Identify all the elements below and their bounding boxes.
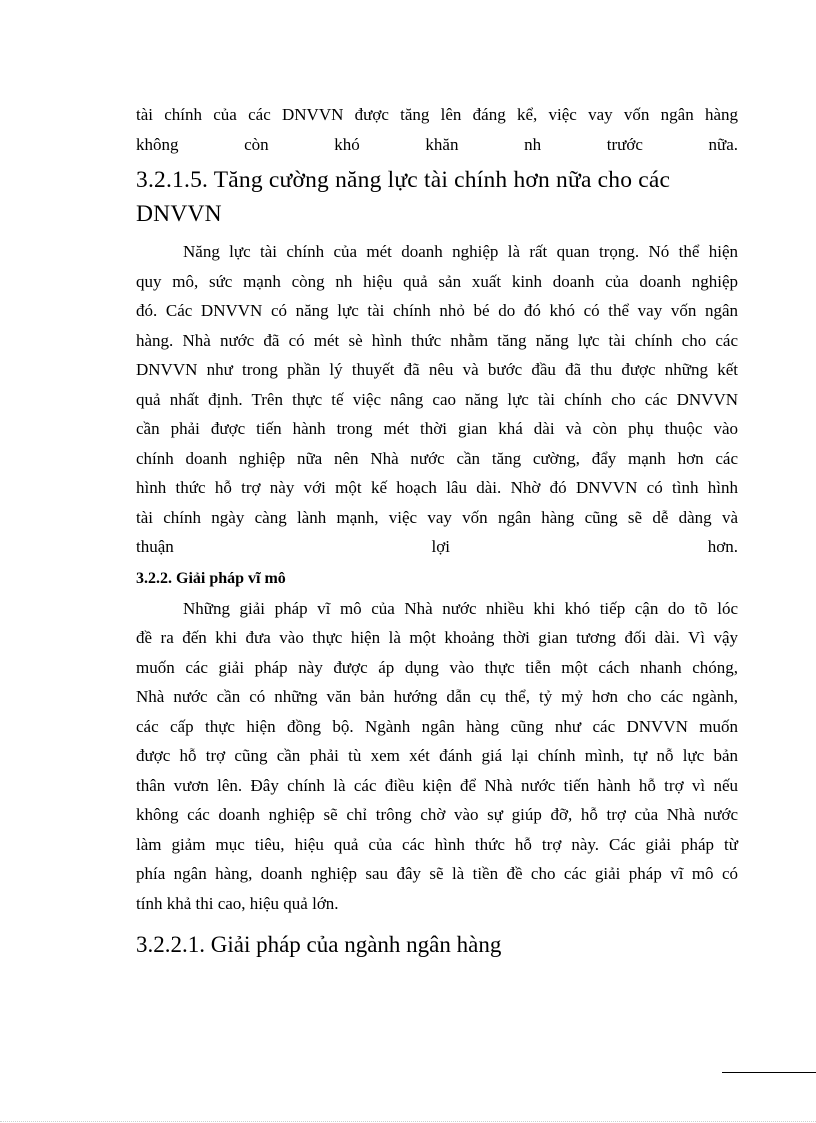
text-line: hàng. Nhà nước đã có mét sè hình thức nhằm tăng năng lực tài chính cho các [136, 330, 738, 350]
text-line: được hỗ trợ cũng cần phải tù xem xét đánh giá lại chính mình, tự nỗ lực bản [136, 746, 738, 765]
text-line: đề ra đến khi đưa vào thực hiện là một khoảng thời gian tương đối dài. Vì vậy [136, 628, 738, 647]
text-line: làm giảm mục tiêu, hiệu quả của các hình thức hỗ trợ này. Các giải pháp từ [136, 834, 738, 854]
heading-3-2-2-1: 3.2.2.1. Giải pháp của ngành ngân hàng [136, 932, 502, 957]
text-line: tính khả thi cao, hiệu quả lớn. [136, 893, 339, 913]
text-line: cần phải được tiến hành trong mét thời gian khá dài và còn phụ thuộc vào [136, 419, 738, 438]
text-line: hình thức hỗ trợ này với một kế hoạch lâu dài. Nhờ đó DNVVN có tình hình [136, 478, 738, 497]
text-line: quy mô, sức mạnh còng nh hiệu quả sản xuất kinh doanh của doanh nghiệp [136, 271, 738, 291]
text-line: Nhà nước cần có những văn bản hướng dẫn cụ thể, tỷ mỷ hơn cho các ngành, [136, 687, 738, 706]
paragraph-financial-capacity [136, 237, 738, 562]
text-line: thân vươn lên. Đây chính là các điều kiện để Nhà nước tiến hành hỗ trợ vì nếu [136, 775, 738, 795]
text-line: DNVVN như trong phần lý thuyết đã nêu và bước đầu đã thu được những kết [136, 360, 738, 379]
text-line: tài chính ngày càng lành mạnh, việc vay vốn ngân hàng cũng sẽ dễ dàng và [136, 507, 738, 527]
text-line: phía ngân hàng, doanh nghiệp sau đây sẽ là tiền đề cho các giải pháp vĩ mô có [136, 864, 738, 883]
heading-3-2-1-5: 3.2.1.5. Tăng cường năng lực tài chính hơn nữa cho các DNVVN [136, 167, 671, 227]
paragraph-macro-solutions [136, 594, 738, 919]
text-line: quả nhất định. Trên thực tế việc nâng cao năng lực tài chính cho các DNVVN [136, 389, 738, 409]
heading-3-2-2: 3.2.2. Giải pháp vĩ mô [136, 569, 286, 587]
text-line: chính doanh nghiệp nữa nên Nhà nước cần tăng cường, đẩy mạnh hơn các [136, 448, 738, 468]
document-page [136, 100, 738, 962]
page-bottom-dotted-line [0, 1121, 816, 1122]
text-line: các cấp thực hiện đồng bộ. Ngành ngân hàng cũng như các DNVVN muốn [136, 716, 738, 736]
footnote-rule [722, 1072, 816, 1073]
text-line: Năng lực tài chính của mét doanh nghiệp là rất quan trọng. Nó thể hiện [183, 242, 738, 261]
text-line: muốn các giải pháp này được áp dụng vào thực tiễn một cách nhanh chóng, [136, 657, 738, 677]
text-line: không các doanh nghiệp sẽ chỉ trông chờ vào sự giúp đỡ, hỗ trợ của Nhà nước [136, 805, 738, 824]
paragraph-continuation [136, 100, 738, 159]
text-line: thuận lợi hơn. [136, 537, 738, 556]
text-line: Những giải pháp vĩ mô của Nhà nước nhiều khi khó tiếp cận do tõ lóc [183, 598, 738, 618]
text-line: không còn khó khăn nh trước nữa. [136, 134, 738, 154]
text-line: đó. Các DNVVN có năng lực tài chính nhỏ bé do đó khó có thể vay vốn ngân [136, 301, 738, 320]
text-line: tài chính của các DNVVN được tăng lên đáng kể, việc vay vốn ngân hàng [136, 105, 738, 124]
